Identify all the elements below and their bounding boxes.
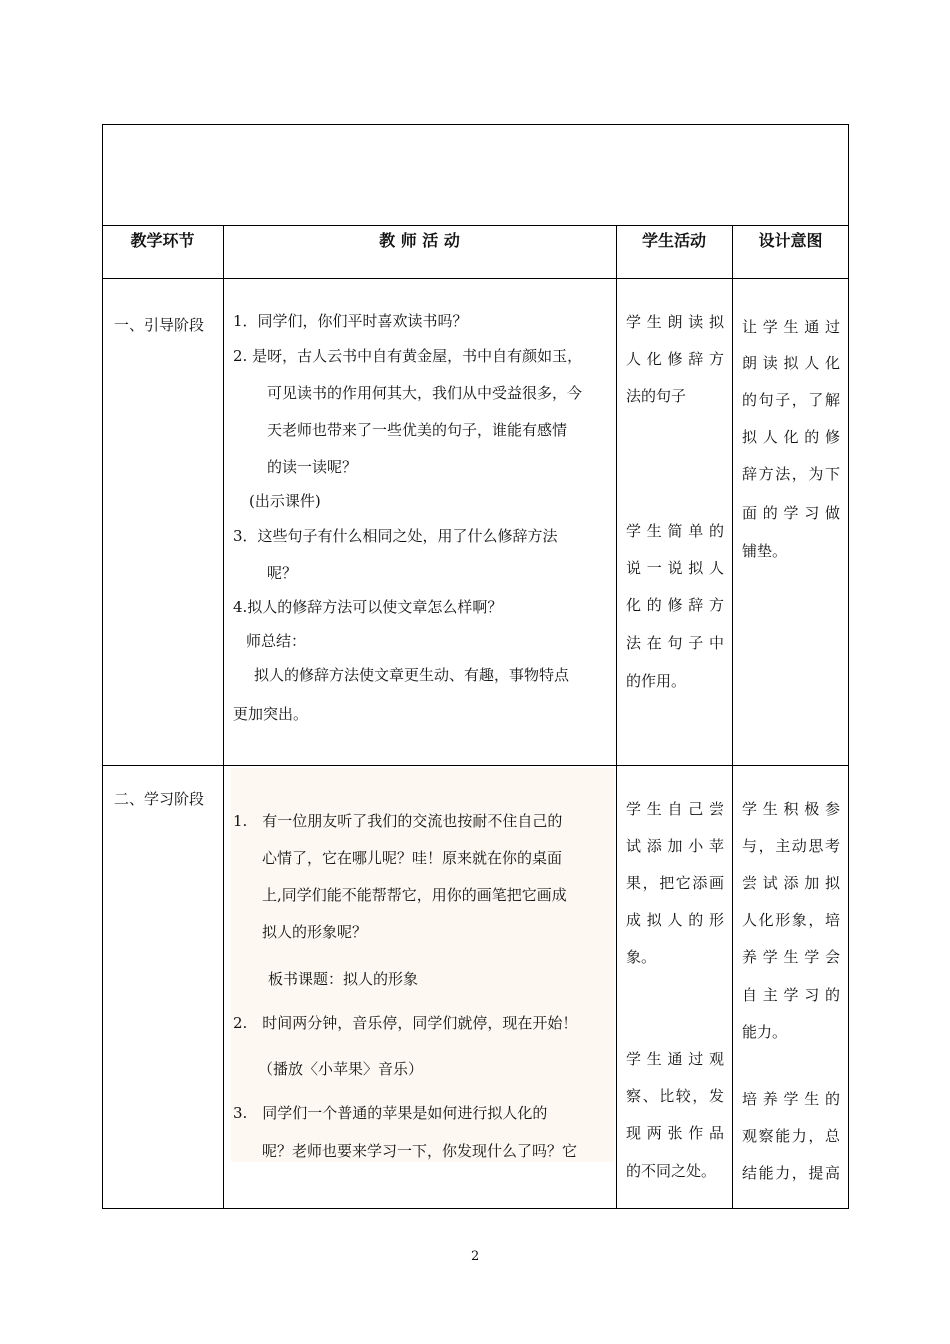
text-line: 现 两 张 作 品 [626, 1124, 724, 1142]
text-line: 学 生 简 单 的 [626, 522, 724, 540]
page-number: 2 [471, 1249, 480, 1264]
text-line: 3. 同学们一个普通的苹果是如何进行拟人化的 [233, 1104, 548, 1122]
row-divider [102, 765, 849, 766]
text-line: 呢？老师也要来学习一下，你发现什么了吗？它 [262, 1142, 578, 1160]
text-line: 朗 读 拟 人 化 [742, 354, 840, 372]
text-line: 学 生 朗 读 拟 [626, 313, 724, 331]
text-line: 的读一读呢？ [267, 458, 358, 476]
text-line: 学 生 自 己 尝 [626, 800, 724, 818]
text-line: 结 能 力 ， 提 高 [742, 1164, 840, 1182]
text-line: 辞 方 法 ， 为 下 [742, 465, 840, 483]
header-design-intent: 设计意图 [758, 231, 823, 250]
text-line: 说 一 说 拟 人 [626, 559, 724, 577]
text-line: 人 化 形 象 ， 培 [742, 911, 840, 929]
text-line: 更加突出。 [233, 705, 309, 723]
text-line: （播放〈小苹果〉音乐） [258, 1060, 424, 1078]
text-line: 学 生 通 过 观 [626, 1050, 724, 1068]
header-stage: 教学环节 [130, 231, 195, 250]
text-line: 养 学 生 学 会 [742, 948, 840, 966]
text-line: 呢？ [267, 564, 298, 582]
text-line: 铺垫。 [742, 542, 788, 560]
stage-label: 二、学习阶段 [114, 790, 205, 808]
column-divider [616, 225, 617, 1209]
text-line: 的不同之处。 [626, 1162, 717, 1180]
text-line: 成 拟 人 的 形 [626, 911, 724, 929]
header-student-activity: 学生活动 [641, 231, 706, 250]
text-line: 法的句子 [626, 387, 687, 405]
title-box [102, 124, 849, 226]
text-line: 法 在 句 子 中 [626, 634, 724, 652]
text-line: 试 添 加 小 苹 [626, 837, 724, 855]
text-line: 培 养 学 生 的 [742, 1090, 840, 1108]
text-line: 尝 试 添 加 拟 [742, 874, 840, 892]
text-line: 3．这些句子有什么相同之处，用了什么修辞方法 [233, 527, 558, 545]
text-line: 的 句 子 ， 了 解 [742, 391, 840, 409]
header-teacher-activity: 教 师 活 动 [379, 231, 460, 250]
text-line: 拟 人 化 的 修 [742, 428, 840, 446]
text-line: 面 的 学 习 做 [742, 504, 840, 522]
text-line: 与 ， 主 动 思 考 [742, 837, 840, 855]
text-line: 观 察 能 力 ， 总 [742, 1127, 840, 1145]
text-line: 上,同学们能不能帮帮它，用你的画笔把它画成 [262, 886, 567, 904]
text-line: 板书课题：拟人的形象 [268, 970, 419, 988]
text-line: 人 化 修 辞 方 [626, 350, 724, 368]
column-divider [223, 225, 224, 1209]
text-line: 心情了，它在哪儿呢？哇！原来就在你的桌面 [262, 849, 563, 867]
column-divider [732, 225, 733, 1209]
text-line: 察 、 比 较 ， 发 [626, 1087, 724, 1105]
text-line: 1. 有一位朋友听了我们的交流也按耐不住自己的 [233, 812, 563, 830]
text-line: 能力。 [742, 1023, 788, 1041]
text-line: 拟人的修辞方法使文章更生动、有趣，事物特点 [254, 666, 570, 684]
text-line: 果 ， 把 它 添 画 [626, 874, 724, 892]
text-line: 象。 [626, 948, 657, 966]
text-line: 师总结： [246, 632, 307, 650]
text-line: 2. 时间两分钟，音乐停，同学们就停，现在开始！ [233, 1014, 578, 1032]
text-line: 自 主 学 习 的 [742, 986, 840, 1004]
text-line: 化 的 修 辞 方 [626, 596, 724, 614]
text-line: 2. 是呀，古人云书中自有黄金屋，书中自有颜如玉， [233, 347, 583, 365]
stage-label: 一、引导阶段 [114, 316, 205, 334]
text-line: 天老师也带来了一些优美的句子，谁能有感情 [267, 421, 568, 439]
text-line: 的作用。 [626, 672, 687, 690]
text-line: 让 学 生 通 过 [742, 318, 840, 336]
text-line: 1．同学们，你们平时喜欢读书吗？ [233, 312, 468, 330]
text-line: 可见读书的作用何其大，我们从中受益很多，今 [267, 384, 583, 402]
text-line: 学 生 积 极 参 [742, 800, 840, 818]
text-line: 拟人的形象呢？ [262, 923, 368, 941]
text-line: (出示课件) [249, 492, 321, 510]
text-line: 4.拟人的修辞方法可以使文章怎么样啊？ [233, 598, 503, 616]
row-divider [102, 278, 849, 279]
